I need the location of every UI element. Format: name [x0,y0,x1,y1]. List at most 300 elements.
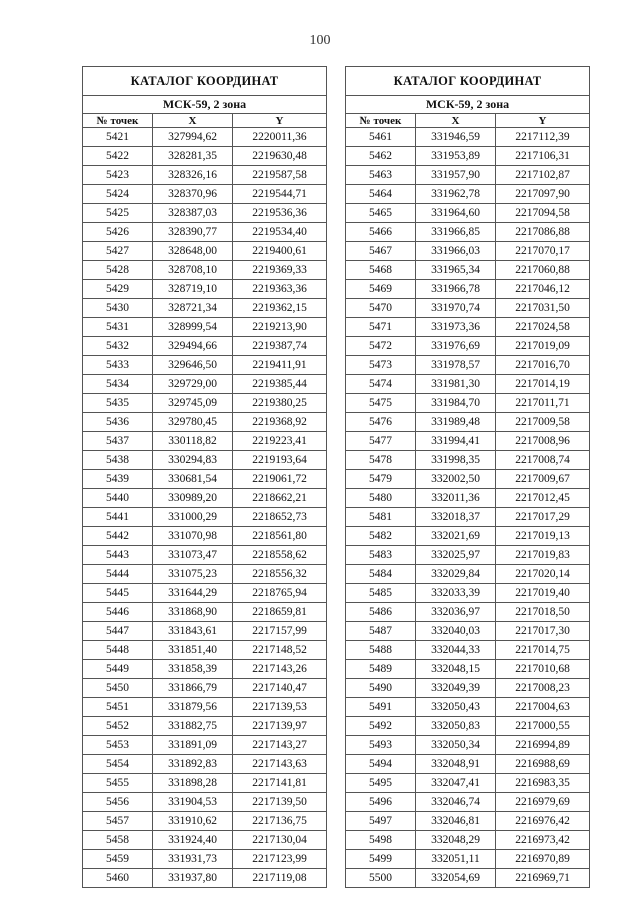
table-row [83,147,327,166]
table-row [83,318,327,337]
y-coordinate-cell: 2217046,12 [496,280,590,299]
y-coordinate-cell: 2217112,39 [496,128,590,147]
point-number-cell: 5457 [83,812,153,831]
table-row [83,413,327,432]
y-coordinate-cell: 2217123,99 [233,850,327,869]
point-number-cell: 5461 [346,128,416,147]
x-coordinate-cell: 331931,73 [153,850,233,869]
y-coordinate-cell: 2217143,26 [233,660,327,679]
point-number-cell: 5455 [83,774,153,793]
x-coordinate-cell: 332044,33 [416,641,496,660]
y-coordinate-cell: 2219411,91 [233,356,327,375]
y-coordinate-cell: 2217009,58 [496,413,590,432]
point-number-cell: 5435 [83,394,153,413]
table-row [83,356,327,375]
column-header-x: X [153,114,233,128]
y-coordinate-cell: 2217019,83 [496,546,590,565]
x-coordinate-cell: 332040,03 [416,622,496,641]
coordinate-catalog-table-right [345,66,590,888]
x-coordinate-cell: 331970,74 [416,299,496,318]
y-coordinate-cell: 2217148,52 [233,641,327,660]
point-number-cell: 5464 [346,185,416,204]
point-number-cell: 5462 [346,147,416,166]
y-coordinate-cell: 2217094,58 [496,204,590,223]
x-coordinate-cell: 332046,74 [416,793,496,812]
y-coordinate-cell: 2218652,73 [233,508,327,527]
x-coordinate-cell: 332051,11 [416,850,496,869]
y-coordinate-cell: 2217020,14 [496,565,590,584]
table-row [83,489,327,508]
x-coordinate-cell: 331075,23 [153,565,233,584]
y-coordinate-cell: 2217008,74 [496,451,590,470]
point-number-cell: 5484 [346,565,416,584]
table-row [346,413,590,432]
table-row [346,565,590,584]
y-coordinate-cell: 2217140,47 [233,679,327,698]
y-coordinate-cell: 2216994,89 [496,736,590,755]
y-coordinate-cell: 2219213,90 [233,318,327,337]
y-coordinate-cell: 2219534,40 [233,223,327,242]
y-coordinate-cell: 2216979,69 [496,793,590,812]
point-number-cell: 5483 [346,546,416,565]
point-number-cell: 5437 [83,432,153,451]
y-coordinate-cell: 2217130,04 [233,831,327,850]
x-coordinate-cell: 332036,97 [416,603,496,622]
y-coordinate-cell: 2216969,71 [496,869,590,888]
x-coordinate-cell: 331924,40 [153,831,233,850]
table-row [346,869,590,888]
x-coordinate-cell: 332046,81 [416,812,496,831]
y-coordinate-cell: 2217004,63 [496,698,590,717]
y-coordinate-cell: 2217139,53 [233,698,327,717]
catalog-subtitle: МСК-59, 2 зона [346,96,590,114]
point-number-cell: 5433 [83,356,153,375]
y-coordinate-cell: 2217000,55 [496,717,590,736]
y-coordinate-cell: 2219368,92 [233,413,327,432]
point-number-cell: 5467 [346,242,416,261]
table-body [346,128,590,888]
y-coordinate-cell: 2217008,23 [496,679,590,698]
table-row [83,812,327,831]
table-row [83,831,327,850]
y-coordinate-cell: 2217008,96 [496,432,590,451]
table-row [83,679,327,698]
table-row [83,565,327,584]
x-coordinate-cell: 328721,34 [153,299,233,318]
table-row [346,451,590,470]
point-number-cell: 5429 [83,280,153,299]
point-number-cell: 5488 [346,641,416,660]
catalog-title: КАТАЛОГ КООРДИНАТ [346,67,590,96]
y-coordinate-cell: 2218765,94 [233,584,327,603]
table-row [346,280,590,299]
x-coordinate-cell: 332050,34 [416,736,496,755]
y-coordinate-cell: 2218561,80 [233,527,327,546]
table-row [346,204,590,223]
point-number-cell: 5423 [83,166,153,185]
point-number-cell: 5451 [83,698,153,717]
point-number-cell: 5498 [346,831,416,850]
point-number-cell: 5470 [346,299,416,318]
point-number-cell: 5490 [346,679,416,698]
point-number-cell: 5431 [83,318,153,337]
x-coordinate-cell: 329780,45 [153,413,233,432]
table-row [346,755,590,774]
point-number-cell: 5425 [83,204,153,223]
column-header-y: Y [233,114,327,128]
x-coordinate-cell: 328390,77 [153,223,233,242]
point-number-cell: 5432 [83,337,153,356]
y-coordinate-cell: 2217011,71 [496,394,590,413]
point-number-cell: 5434 [83,375,153,394]
y-coordinate-cell: 2218558,62 [233,546,327,565]
x-coordinate-cell: 328708,10 [153,261,233,280]
point-number-cell: 5500 [346,869,416,888]
x-coordinate-cell: 332021,69 [416,527,496,546]
y-coordinate-cell: 2217106,31 [496,147,590,166]
table-row [83,394,327,413]
x-coordinate-cell: 332054,69 [416,869,496,888]
y-coordinate-cell: 2219385,44 [233,375,327,394]
table-row [83,204,327,223]
x-coordinate-cell: 328648,00 [153,242,233,261]
point-number-cell: 5473 [346,356,416,375]
y-coordinate-cell: 2218662,21 [233,489,327,508]
y-coordinate-cell: 2219223,41 [233,432,327,451]
table-row [83,166,327,185]
table-row [346,546,590,565]
point-number-cell: 5468 [346,261,416,280]
x-coordinate-cell: 331998,35 [416,451,496,470]
y-coordinate-cell: 2219363,36 [233,280,327,299]
point-number-cell: 5497 [346,812,416,831]
table-row [83,736,327,755]
x-coordinate-cell: 331966,78 [416,280,496,299]
x-coordinate-cell: 329646,50 [153,356,233,375]
point-number-cell: 5477 [346,432,416,451]
x-coordinate-cell: 332050,83 [416,717,496,736]
y-coordinate-cell: 2217010,68 [496,660,590,679]
point-number-cell: 5427 [83,242,153,261]
y-coordinate-cell: 2219061,72 [233,470,327,489]
x-coordinate-cell: 328281,35 [153,147,233,166]
x-coordinate-cell: 331962,78 [416,185,496,204]
table-row [346,394,590,413]
x-coordinate-cell: 331866,79 [153,679,233,698]
y-coordinate-cell: 2219369,33 [233,261,327,280]
point-number-cell: 5440 [83,489,153,508]
y-coordinate-cell: 2219544,71 [233,185,327,204]
table-row [83,128,327,147]
table-row [83,755,327,774]
point-number-cell: 5481 [346,508,416,527]
point-number-cell: 5474 [346,375,416,394]
table-row [346,318,590,337]
x-coordinate-cell: 332025,97 [416,546,496,565]
x-coordinate-cell: 331879,56 [153,698,233,717]
table-row [346,660,590,679]
table-row [346,185,590,204]
table-row [83,223,327,242]
table-row [83,622,327,641]
point-number-cell: 5487 [346,622,416,641]
y-coordinate-cell: 2217143,27 [233,736,327,755]
table-row [83,698,327,717]
point-number-cell: 5456 [83,793,153,812]
y-coordinate-cell: 2217070,17 [496,242,590,261]
point-number-cell: 5485 [346,584,416,603]
table-row [346,622,590,641]
table-row [346,432,590,451]
x-coordinate-cell: 328326,16 [153,166,233,185]
column-header-point-number: № точек [83,114,153,128]
table-row [83,546,327,565]
table-row [83,603,327,622]
table-row [83,527,327,546]
table-row [83,185,327,204]
y-coordinate-cell: 2217017,29 [496,508,590,527]
x-coordinate-cell: 331851,40 [153,641,233,660]
table-row [83,850,327,869]
table-row [346,470,590,489]
x-coordinate-cell: 328999,54 [153,318,233,337]
point-number-cell: 5486 [346,603,416,622]
point-number-cell: 5495 [346,774,416,793]
table-row [83,793,327,812]
table-row [346,527,590,546]
y-coordinate-cell: 2217119,08 [233,869,327,888]
table-row [346,299,590,318]
point-number-cell: 5438 [83,451,153,470]
table-row [346,242,590,261]
x-coordinate-cell: 328719,10 [153,280,233,299]
x-coordinate-cell: 331976,69 [416,337,496,356]
point-number-cell: 5492 [346,717,416,736]
y-coordinate-cell: 2217018,50 [496,603,590,622]
x-coordinate-cell: 329494,66 [153,337,233,356]
point-number-cell: 5476 [346,413,416,432]
x-coordinate-cell: 332047,41 [416,774,496,793]
point-number-cell: 5426 [83,223,153,242]
table-row [83,375,327,394]
y-coordinate-cell: 2217019,09 [496,337,590,356]
point-number-cell: 5422 [83,147,153,166]
y-coordinate-cell: 2217012,45 [496,489,590,508]
point-number-cell: 5430 [83,299,153,318]
x-coordinate-cell: 332033,39 [416,584,496,603]
point-number-cell: 5444 [83,565,153,584]
point-number-cell: 5443 [83,546,153,565]
point-number-cell: 5446 [83,603,153,622]
x-coordinate-cell: 331891,09 [153,736,233,755]
point-number-cell: 5460 [83,869,153,888]
y-coordinate-cell: 2219536,36 [233,204,327,223]
x-coordinate-cell: 331946,59 [416,128,496,147]
y-coordinate-cell: 2216970,89 [496,850,590,869]
y-coordinate-cell: 2216983,35 [496,774,590,793]
y-coordinate-cell: 2217017,30 [496,622,590,641]
point-number-cell: 5447 [83,622,153,641]
point-number-cell: 5472 [346,337,416,356]
table-row [83,660,327,679]
catalog-subtitle: МСК-59, 2 зона [83,96,327,114]
x-coordinate-cell: 328370,96 [153,185,233,204]
point-number-cell: 5475 [346,394,416,413]
table-row [346,337,590,356]
point-number-cell: 5448 [83,641,153,660]
y-coordinate-cell: 2217060,88 [496,261,590,280]
table-row [83,261,327,280]
coordinate-catalog-table-left [82,66,327,888]
page-number: 100 [309,33,331,48]
point-number-cell: 5466 [346,223,416,242]
y-coordinate-cell: 2217086,88 [496,223,590,242]
table-row [346,774,590,793]
table-row [346,356,590,375]
x-coordinate-cell: 331966,03 [416,242,496,261]
column-header-point-number: № точек [346,114,416,128]
x-coordinate-cell: 331070,98 [153,527,233,546]
table-row [83,717,327,736]
point-number-cell: 5494 [346,755,416,774]
x-coordinate-cell: 332048,15 [416,660,496,679]
table-row [83,508,327,527]
x-coordinate-cell: 329729,00 [153,375,233,394]
x-coordinate-cell: 331953,89 [416,147,496,166]
point-number-cell: 5454 [83,755,153,774]
y-coordinate-cell: 2217102,87 [496,166,590,185]
point-number-cell: 5424 [83,185,153,204]
x-coordinate-cell: 332048,91 [416,755,496,774]
x-coordinate-cell: 331892,83 [153,755,233,774]
y-coordinate-cell: 2217019,13 [496,527,590,546]
y-coordinate-cell: 2217019,40 [496,584,590,603]
x-coordinate-cell: 331984,70 [416,394,496,413]
table-row [83,869,327,888]
x-coordinate-cell: 331904,53 [153,793,233,812]
table-row [83,584,327,603]
point-number-cell: 5469 [346,280,416,299]
point-number-cell: 5491 [346,698,416,717]
x-coordinate-cell: 331965,34 [416,261,496,280]
point-number-cell: 5493 [346,736,416,755]
x-coordinate-cell: 331957,90 [416,166,496,185]
x-coordinate-cell: 330118,82 [153,432,233,451]
table-row [83,337,327,356]
x-coordinate-cell: 328387,03 [153,204,233,223]
table-row [83,641,327,660]
x-coordinate-cell: 331000,29 [153,508,233,527]
y-coordinate-cell: 2220011,36 [233,128,327,147]
table-row [83,470,327,489]
table-row [346,850,590,869]
x-coordinate-cell: 332011,36 [416,489,496,508]
point-number-cell: 5465 [346,204,416,223]
table-row [346,508,590,527]
point-number-cell: 5441 [83,508,153,527]
table-row [83,774,327,793]
point-number-cell: 5452 [83,717,153,736]
point-number-cell: 5479 [346,470,416,489]
y-coordinate-cell: 2219362,15 [233,299,327,318]
y-coordinate-cell: 2216988,69 [496,755,590,774]
table-row [83,280,327,299]
x-coordinate-cell: 331966,85 [416,223,496,242]
table-row [346,128,590,147]
y-coordinate-cell: 2219400,61 [233,242,327,261]
point-number-cell: 5478 [346,451,416,470]
point-number-cell: 5499 [346,850,416,869]
x-coordinate-cell: 331994,41 [416,432,496,451]
y-coordinate-cell: 2219380,25 [233,394,327,413]
y-coordinate-cell: 2217139,50 [233,793,327,812]
x-coordinate-cell: 330989,20 [153,489,233,508]
x-coordinate-cell: 331882,75 [153,717,233,736]
x-coordinate-cell: 331858,39 [153,660,233,679]
y-coordinate-cell: 2216976,42 [496,812,590,831]
point-number-cell: 5489 [346,660,416,679]
table-row [346,812,590,831]
x-coordinate-cell: 331868,90 [153,603,233,622]
table-row [346,698,590,717]
y-coordinate-cell: 2217009,67 [496,470,590,489]
y-coordinate-cell: 2217143,63 [233,755,327,774]
x-coordinate-cell: 330294,83 [153,451,233,470]
table-row [346,831,590,850]
point-number-cell: 5450 [83,679,153,698]
point-number-cell: 5445 [83,584,153,603]
table-row [346,603,590,622]
point-number-cell: 5459 [83,850,153,869]
y-coordinate-cell: 2218556,32 [233,565,327,584]
table-row [346,166,590,185]
x-coordinate-cell: 332049,39 [416,679,496,698]
y-coordinate-cell: 2217031,50 [496,299,590,318]
x-coordinate-cell: 331964,60 [416,204,496,223]
table-row [346,375,590,394]
y-coordinate-cell: 2217157,99 [233,622,327,641]
x-coordinate-cell: 329745,09 [153,394,233,413]
point-number-cell: 5439 [83,470,153,489]
column-header-x: X [416,114,496,128]
table-row [346,736,590,755]
point-number-cell: 5428 [83,261,153,280]
x-coordinate-cell: 332002,50 [416,470,496,489]
y-coordinate-cell: 2217016,70 [496,356,590,375]
y-coordinate-cell: 2217136,75 [233,812,327,831]
y-coordinate-cell: 2217097,90 [496,185,590,204]
y-coordinate-cell: 2219193,64 [233,451,327,470]
x-coordinate-cell: 331989,48 [416,413,496,432]
x-coordinate-cell: 331937,80 [153,869,233,888]
table-row [346,793,590,812]
x-coordinate-cell: 327994,62 [153,128,233,147]
x-coordinate-cell: 331898,28 [153,774,233,793]
y-coordinate-cell: 2217141,81 [233,774,327,793]
point-number-cell: 5480 [346,489,416,508]
table-body [83,128,327,888]
table-row [83,242,327,261]
table-row [346,717,590,736]
x-coordinate-cell: 332029,84 [416,565,496,584]
y-coordinate-cell: 2219630,48 [233,147,327,166]
x-coordinate-cell: 331910,62 [153,812,233,831]
table-row [346,679,590,698]
y-coordinate-cell: 2217014,75 [496,641,590,660]
table-row [83,451,327,470]
y-coordinate-cell: 2218659,81 [233,603,327,622]
y-coordinate-cell: 2219587,58 [233,166,327,185]
